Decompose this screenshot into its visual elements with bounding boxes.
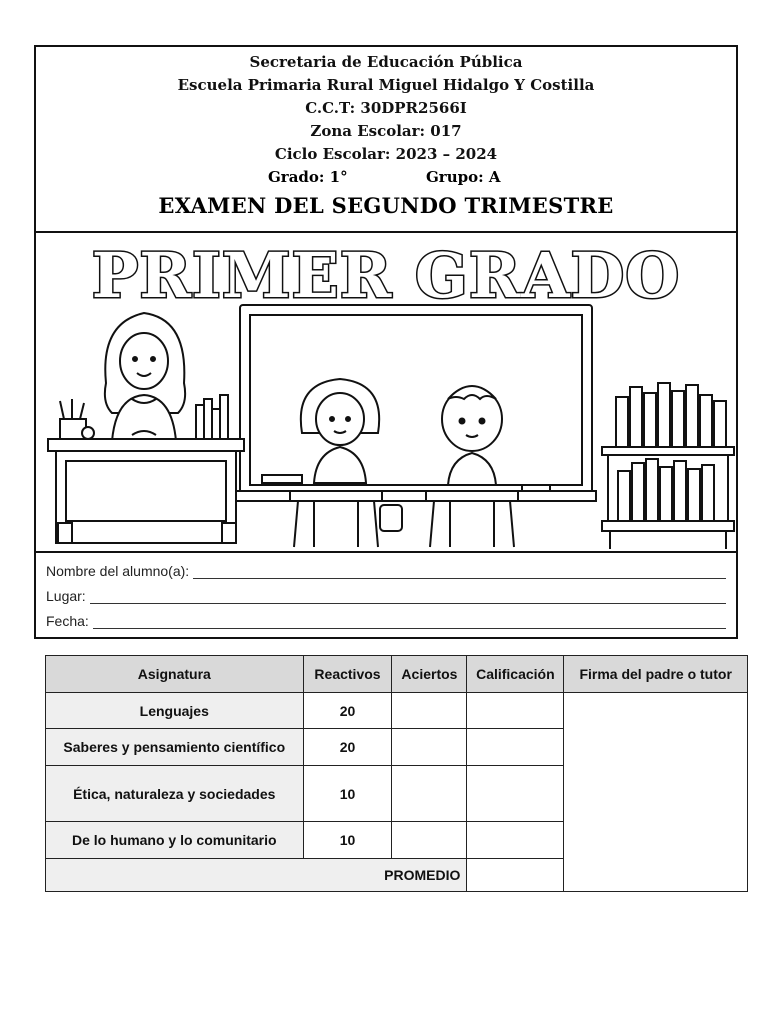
- header-items: Reactivos: [303, 656, 392, 693]
- header-line-cycle: Ciclo Escolar: 2023 – 2024: [274, 145, 498, 163]
- items-cell: 10: [303, 766, 392, 822]
- name-line[interactable]: [193, 566, 726, 579]
- school-header: [34, 45, 738, 233]
- grade-cell[interactable]: [467, 693, 564, 729]
- header-line-school: Escuela Primaria Rural Miguel Hidalgo Y Costilla: [177, 76, 595, 94]
- subject-cell: Lenguajes: [46, 693, 304, 729]
- correct-cell[interactable]: [392, 822, 467, 859]
- grades-table: [45, 655, 748, 892]
- bookshelf-icon: [602, 383, 734, 549]
- subject-cell: Ética, naturaleza y sociedades: [46, 766, 304, 822]
- subject-cell: Saberes y pensamiento científico: [46, 729, 304, 766]
- table-row: [46, 693, 748, 729]
- date-line[interactable]: [93, 616, 726, 629]
- teacher-icon: [105, 313, 185, 441]
- classroom-illustration: [34, 231, 738, 553]
- header-line-zone: Zona Escolar: 017: [310, 122, 462, 140]
- banner-title: PRIMER GRADO: [91, 239, 681, 312]
- place-label: Lugar:: [46, 588, 86, 604]
- header-group: Grupo: A: [426, 168, 501, 186]
- header-grade: Grado: 1°: [268, 168, 348, 186]
- signature-cell[interactable]: [564, 693, 748, 892]
- place-line[interactable]: [90, 591, 726, 604]
- correct-cell[interactable]: [392, 766, 467, 822]
- items-cell: 20: [303, 729, 392, 766]
- grade-cell[interactable]: [467, 729, 564, 766]
- table-header-row: [46, 656, 748, 693]
- date-field[interactable]: [46, 607, 726, 629]
- header-correct: Aciertos: [392, 656, 467, 693]
- correct-cell[interactable]: [392, 729, 467, 766]
- grade-cell[interactable]: [467, 766, 564, 822]
- header-grade: Calificación: [467, 656, 564, 693]
- subject-cell: De lo humano y lo comunitario: [46, 822, 304, 859]
- header-line-sep: Secretaria de Educación Pública: [249, 53, 523, 71]
- date-label: Fecha:: [46, 613, 89, 629]
- items-cell: 10: [303, 822, 392, 859]
- chalkboard-icon: [236, 305, 596, 501]
- place-field[interactable]: [46, 582, 726, 604]
- average-label: PROMEDIO: [46, 859, 467, 892]
- average-cell[interactable]: [467, 859, 564, 892]
- exam-title: EXAMEN DEL SEGUNDO TRIMESTRE: [158, 193, 614, 218]
- girl-student-icon: [290, 379, 402, 547]
- header-subject: Asignatura: [46, 656, 304, 693]
- correct-cell[interactable]: [392, 693, 467, 729]
- grade-cell[interactable]: [467, 822, 564, 859]
- items-cell: 20: [303, 693, 392, 729]
- name-field[interactable]: [46, 557, 726, 579]
- student-fields: [34, 551, 738, 639]
- boy-student-icon: [426, 386, 518, 547]
- name-label: Nombre del alumno(a):: [46, 563, 190, 579]
- header-line-cct: C.C.T: 30DPR2566I: [305, 99, 467, 117]
- header-signature: Firma del padre o tutor: [564, 656, 748, 693]
